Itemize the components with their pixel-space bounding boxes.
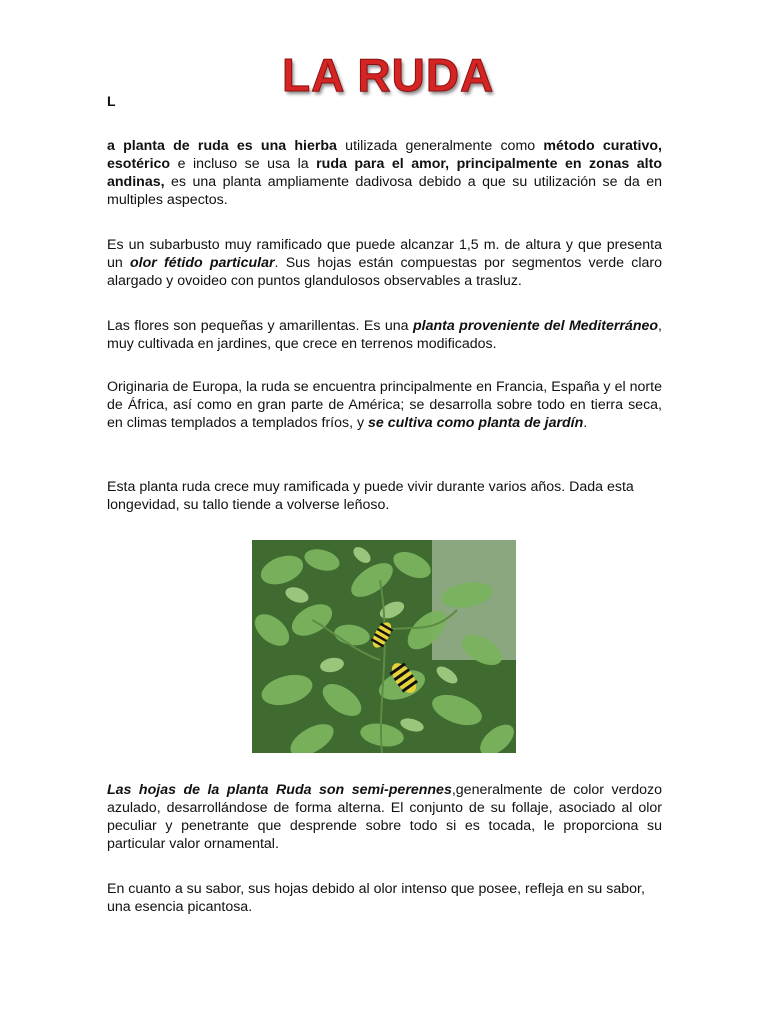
- text-bold: método curativo, esotérico: [107, 138, 663, 172]
- rue-plant-image: [252, 540, 516, 753]
- text: , muy cultivada en jardines, que crece en terrenos modificados.: [107, 318, 662, 352]
- text: Originaria de Europa, la ruda se encuentra principalmente en Francia, España y el norte de África, así como en gran parte de América; se desarrolla sobre todo en tierra seca, en climas templados a templados fríos, y: [107, 379, 662, 431]
- paragraph-flavor: En cuanto a su sabor, sus hojas debido al olor intenso que posee, refleja en su sabor, una esencia picantosa.: [107, 881, 645, 915]
- text: . Sus hojas están compuestas por segmentos verde claro alargado y ovoideo con puntos glandulosos observables a trasluz.: [107, 255, 662, 289]
- text: .: [583, 415, 588, 431]
- text: es una planta ampliamente dadivosa debido a que su utilización se da en multiples aspectos.: [107, 174, 662, 208]
- text: utilizada generalmente como: [336, 138, 544, 154]
- text-bold-italic: planta proveniente del Mediterráneo: [412, 318, 659, 334]
- text-bold-italic: se cultiva como planta de jardín: [368, 415, 584, 431]
- text: ,generalmente de color verdozo azulado, desarrollándose de forma alterna. El conjunto de su follaje, asociado al olor peculiar y penetrante que desprende sobre todo si es tocada, le proporciona su particular valor ornamental.: [107, 782, 662, 852]
- page-title: LA RUDA: [282, 49, 495, 101]
- text: Es un subarbusto muy ramificado que puede alcanzar 1,5 m. de altura y que presenta un: [107, 237, 662, 271]
- text: e incluso se usa la: [170, 156, 317, 172]
- paragraph-longevity: Esta planta ruda crece muy ramificada y puede vivir durante varios años. Dada esta longevidad, su tallo tiende a volverse leñoso.: [107, 479, 634, 513]
- paragraph-intro: [107, 137, 662, 209]
- paragraph-flowers: [107, 317, 662, 353]
- text: Las flores son pequeñas y amarillentas. Es una: [107, 318, 413, 334]
- text-bold-italic: Las hojas de la planta Ruda son semi-perennes: [107, 782, 452, 798]
- paragraph-description: [107, 236, 662, 290]
- rue-plant-photo: [252, 540, 516, 753]
- paragraph-leaves: [107, 781, 662, 853]
- text-bold: a planta de ruda es una hierba: [107, 138, 337, 154]
- drop-letter: L: [107, 93, 116, 109]
- text-bold: ruda para el amor, principalmente en zonas alto andinas,: [107, 156, 663, 190]
- paragraph-origin: [107, 378, 662, 432]
- text-bold-italic: olor fétido particular: [130, 255, 275, 271]
